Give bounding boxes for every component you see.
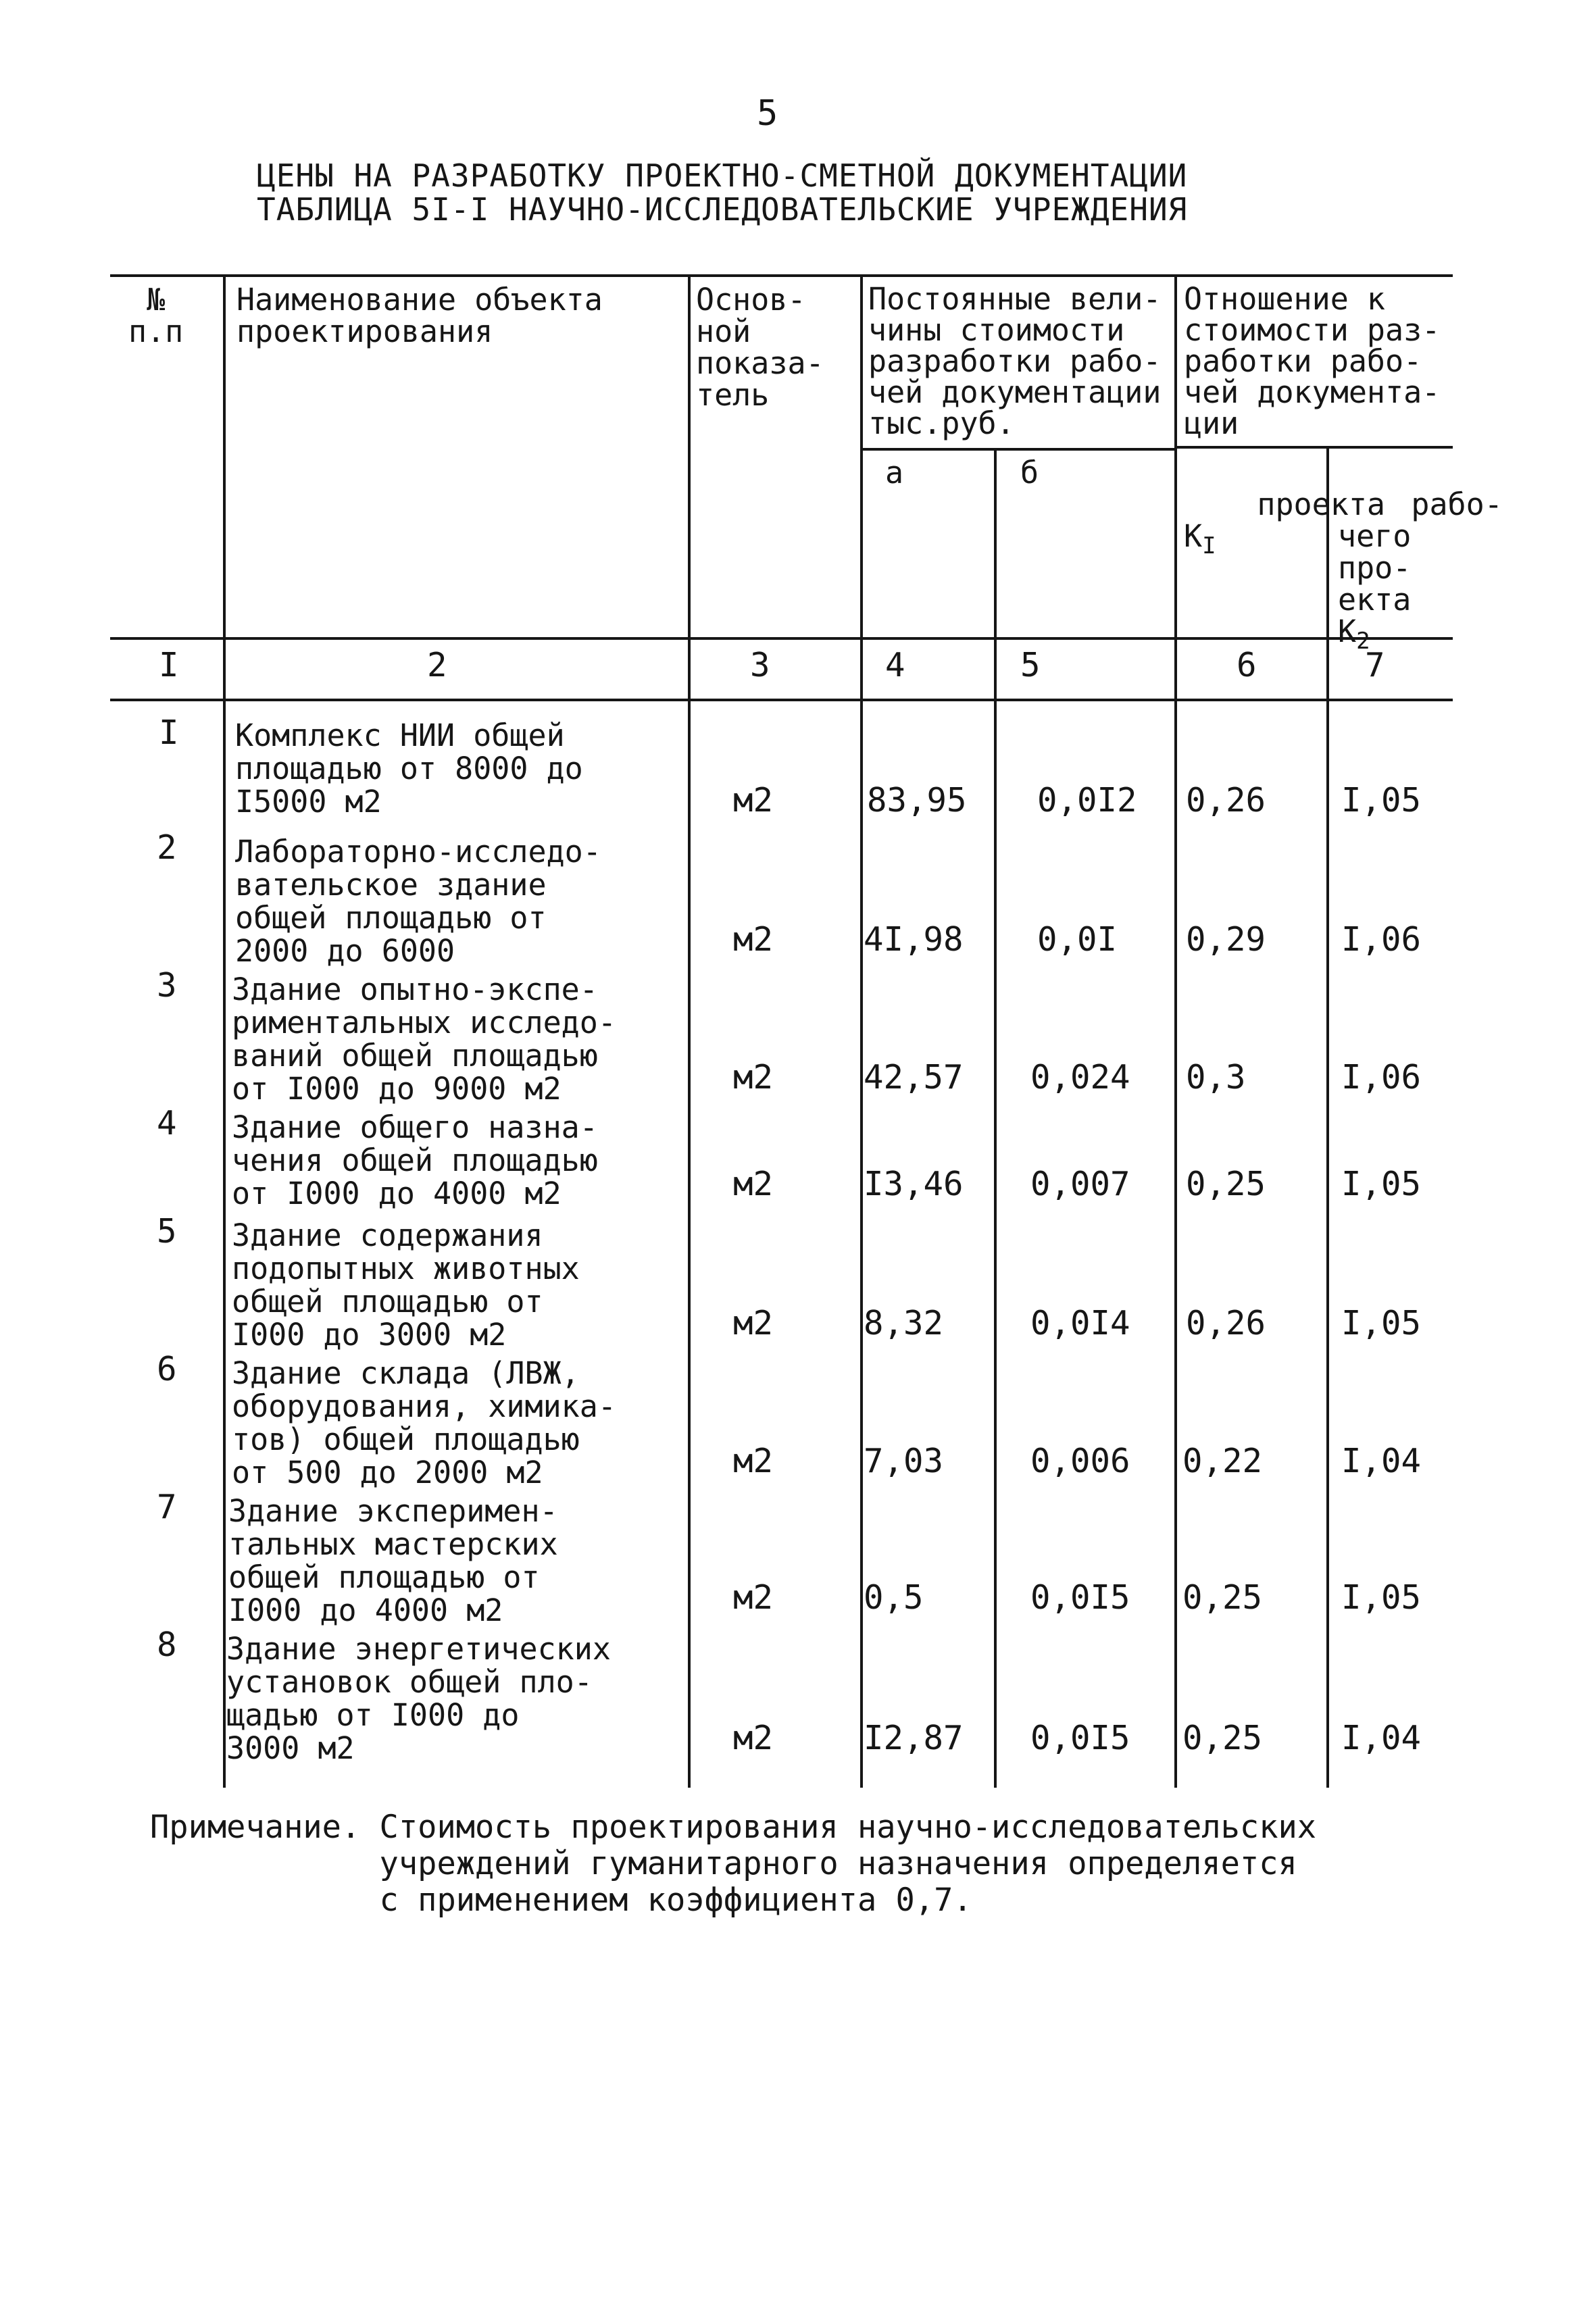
row-name: Здание содержания подопытных животных общей площадью от I000 до 3000 м2: [232, 1217, 580, 1353]
row-k2: I,06: [1341, 920, 1422, 959]
row-k2: I,05: [1341, 1304, 1422, 1342]
column-numbers-bottom-rule: [110, 699, 1453, 701]
col-divider-6: [1326, 446, 1329, 1788]
row-k2: I,06: [1341, 1058, 1422, 1097]
row-k1: 0,22: [1182, 1442, 1263, 1480]
row-a: 4I,98: [864, 920, 964, 959]
col-divider-1: [223, 274, 226, 1788]
page-number: 5: [757, 93, 778, 134]
row-k1: 0,25: [1182, 1719, 1263, 1757]
table-top-rule: [110, 274, 1453, 277]
colnum-1: I: [159, 646, 179, 684]
row-k2: I,04: [1341, 1719, 1422, 1757]
row-unit: м2: [733, 1058, 774, 1097]
header-k2: [1338, 457, 1503, 689]
row-num: 4: [157, 1104, 177, 1142]
row-name: Здание энергетических установок общей пло- щадью от I000 до 3000 м2: [226, 1631, 611, 1766]
colnum-6: 6: [1237, 646, 1257, 684]
row-num: 5: [157, 1212, 177, 1251]
colnum-3: 3: [750, 646, 770, 684]
row-b: 0,0I4: [1030, 1304, 1130, 1342]
row-a: 8,32: [864, 1304, 944, 1342]
row-k1: 0,26: [1186, 781, 1266, 820]
row-unit: м2: [733, 781, 774, 820]
row-name: Комплекс НИИ общей площадью от 8000 до I5000 м2: [235, 718, 583, 820]
row-name: Здание опытно-экспе- риментальных исследо- ваний общей площадью от I000 до 9000 м2: [232, 972, 616, 1107]
row-num: 3: [157, 966, 177, 1005]
row-name: Здание склада (ЛВЖ, оборудования, химика- тов) общей площадью от 500 до 2000 м2: [232, 1355, 616, 1490]
title-line-1: ЦЕНЫ НА РАЗРАБОТКУ ПРОЕКТНО-СМЕТНОЙ ДОКУМЕНТАЦИИ: [257, 157, 1188, 194]
row-k2: I,04: [1341, 1442, 1422, 1480]
col-divider-5: [1174, 274, 1177, 1788]
colnum-5: 5: [1020, 646, 1041, 684]
header-bottom-rule: [110, 637, 1453, 640]
row-unit: м2: [733, 1165, 774, 1203]
row-name: Здание общего назна- чения общей площадью от I000 до 4000 м2: [232, 1109, 598, 1211]
row-num: 8: [157, 1626, 177, 1664]
colnum-2: 2: [427, 646, 447, 684]
row-k1: 0,25: [1186, 1165, 1266, 1203]
row-b: 0,007: [1030, 1165, 1130, 1203]
row-b: 0,0I5: [1030, 1578, 1130, 1617]
row-num: 6: [157, 1350, 177, 1388]
col-divider-2: [688, 274, 691, 1788]
row-name: Здание эксперимен- тальных мастерских общей площадью от I000 до 4000 м2: [228, 1493, 558, 1628]
row-b: 0,0I5: [1030, 1719, 1130, 1757]
col-divider-4: [994, 448, 997, 1788]
row-b: 0,0I2: [1037, 781, 1137, 820]
row-k2: I,05: [1341, 1578, 1422, 1617]
row-a: 0,5: [864, 1578, 924, 1617]
row-k1: 0,26: [1186, 1304, 1266, 1342]
row-b: 0,006: [1030, 1442, 1130, 1480]
row-k1: 0,3: [1186, 1058, 1246, 1097]
row-unit: м2: [733, 920, 774, 959]
header-sub-rule-constants: [862, 448, 1174, 451]
row-k1: 0,29: [1186, 920, 1266, 959]
row-num: I: [159, 713, 179, 752]
row-unit: м2: [733, 1719, 774, 1757]
row-a: I2,87: [864, 1719, 964, 1757]
header-constants: Постоянные вели- чины стоимости разработки рабо- чей документации тыс.руб.: [868, 281, 1162, 441]
row-b: 0,024: [1030, 1058, 1130, 1097]
document-title: [257, 157, 1187, 228]
row-num: 2: [157, 828, 177, 867]
row-a: 7,03: [864, 1442, 944, 1480]
row-num: 7: [157, 1488, 177, 1526]
header-k2-subscript: 2: [1356, 628, 1370, 655]
header-b: б: [1020, 455, 1039, 491]
colnum-4: 4: [885, 646, 905, 684]
header-a: а: [885, 455, 904, 491]
row-k1: 0,25: [1182, 1578, 1263, 1617]
row-b: 0,0I: [1037, 920, 1118, 959]
header-indicator: Основ- ной показа- тель: [696, 282, 824, 413]
table-note: Примечание. Стоимость проектирования научно-исследовательских учреждений гуманитарного назначения определяется с применением коэффициента 0,7.: [150, 1809, 1317, 1919]
row-k2: I,05: [1341, 1165, 1422, 1203]
header-num: № п.п: [128, 282, 184, 349]
row-a: 42,57: [864, 1058, 964, 1097]
title-line-2: ТАБЛИЦА 5I-I НАУЧНО-ИССЛЕДОВАТЕЛЬСКИЕ УЧРЕЖДЕНИЯ: [257, 191, 1188, 228]
header-ratio: Отношение к стоимости раз- работки рабо- чей документа- ции: [1184, 281, 1441, 441]
row-a: I3,46: [864, 1165, 964, 1203]
header-sub-rule-ratio: [1174, 446, 1453, 449]
row-name: Лабораторно-исследо- вательское здание общей площадью от 2000 до 6000: [235, 834, 601, 969]
header-k1-text: проекта K: [1184, 486, 1386, 554]
colnum-7: 7: [1365, 646, 1385, 684]
header-k2-text: рабо- чего про- екта K: [1338, 486, 1503, 649]
row-unit: м2: [733, 1442, 774, 1480]
row-k2: I,05: [1341, 781, 1422, 820]
header-k1-subscript: I: [1202, 532, 1216, 559]
row-a: 83,95: [867, 781, 967, 820]
col-divider-3: [860, 274, 863, 1788]
header-name: Наименование объекта проектирования: [236, 282, 603, 349]
row-unit: м2: [733, 1578, 774, 1617]
row-unit: м2: [733, 1304, 774, 1342]
